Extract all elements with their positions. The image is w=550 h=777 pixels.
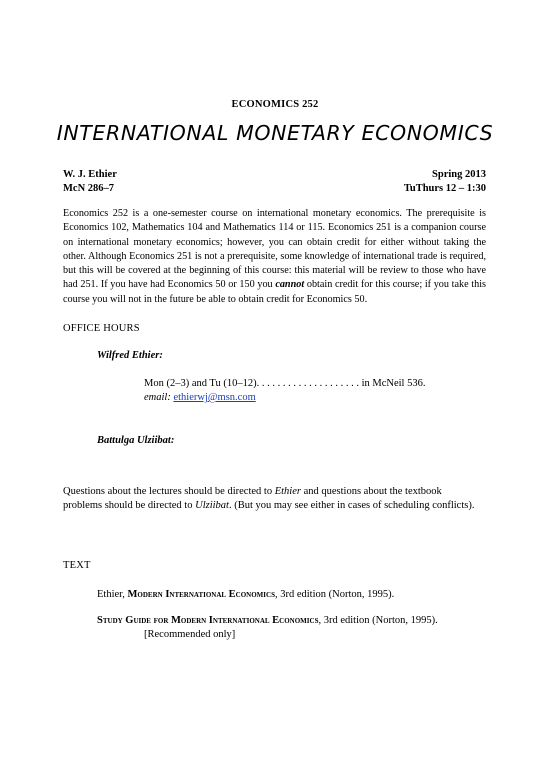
textbook-entry xyxy=(97,588,394,602)
note-part1: Questions about the lectures should be directed to xyxy=(63,486,275,497)
book1-author: Ethier, xyxy=(97,589,128,600)
ethier-email-line xyxy=(144,392,256,403)
intro-part1: Economics 252 is a one-semester course on international monetary economics. The prerequisite is Economics 102, Mathematics 104 and Mathematics 114 or 115. Economics 251 is a companion course on international monetary economics; however, you can obtain credit for either without taking the other. Although Economics 251 is not a prerequisite, some knowledge of international trade is required, but this will be covered at the beginning of this course: this material will be review to those who have had 251. If you have had Economics 50 or 150 you xyxy=(63,208,486,291)
ulziibat-name: Battulga Ulziibat: xyxy=(97,435,175,446)
intro-part2: obtain credit for this course; if you take this course you will not in the future be able to obtain credit for Economics 50. xyxy=(63,279,486,305)
ulziibat-name-text: Battulga Ulziibat xyxy=(97,435,171,446)
email-link[interactable]: ethierwj@msn.com xyxy=(173,392,256,403)
intro-emphasis: cannot xyxy=(275,279,305,291)
note-ulziibat: Ulziibat xyxy=(195,499,229,511)
book2-details: , 3rd edition (Norton, 1995). xyxy=(318,615,438,626)
instructor-name: W. J. Ethier xyxy=(63,169,117,180)
ethier-name: Wilfred Ethier: xyxy=(97,350,163,361)
note-ethier: Ethier xyxy=(274,486,301,497)
course-code: ECONOMICS 252 xyxy=(231,99,319,110)
ethier-hours: Mon (2–3) and Tu (10–12). . . . . . . . . . . . . . . . . . . . in McNeil 536. xyxy=(144,378,426,389)
study-guide-entry xyxy=(97,614,438,642)
term: Spring 2013 xyxy=(432,169,486,180)
book1-title: Modern International Economics xyxy=(127,589,275,600)
instructor-term-row xyxy=(63,169,486,180)
note-part2: and questions about the textbook problems should be directed to xyxy=(63,486,442,511)
course-description xyxy=(63,207,486,307)
note-part3: . (But you may see either in cases of scheduling conflicts). xyxy=(228,499,475,511)
book1-details: , 3rd edition (Norton, 1995). xyxy=(274,589,395,600)
email-label: email: xyxy=(144,392,171,403)
book2-title: Study Guide for Modern International Economics xyxy=(97,615,319,626)
text-heading: TEXT xyxy=(63,560,91,571)
office-location: McN 286–7 xyxy=(63,183,115,194)
class-schedule: TuThurs 12 – 1:30 xyxy=(403,183,486,194)
questions-note xyxy=(63,485,483,512)
book2-note: [Recommended only] xyxy=(144,629,236,640)
office-hours-heading: OFFICE HOURS xyxy=(63,323,140,334)
ethier-name-text: Wilfred Ethier xyxy=(97,350,160,361)
office-schedule-row xyxy=(63,183,486,194)
course-title: INTERNATIONAL MONETARY ECONOMICS xyxy=(56,121,494,145)
